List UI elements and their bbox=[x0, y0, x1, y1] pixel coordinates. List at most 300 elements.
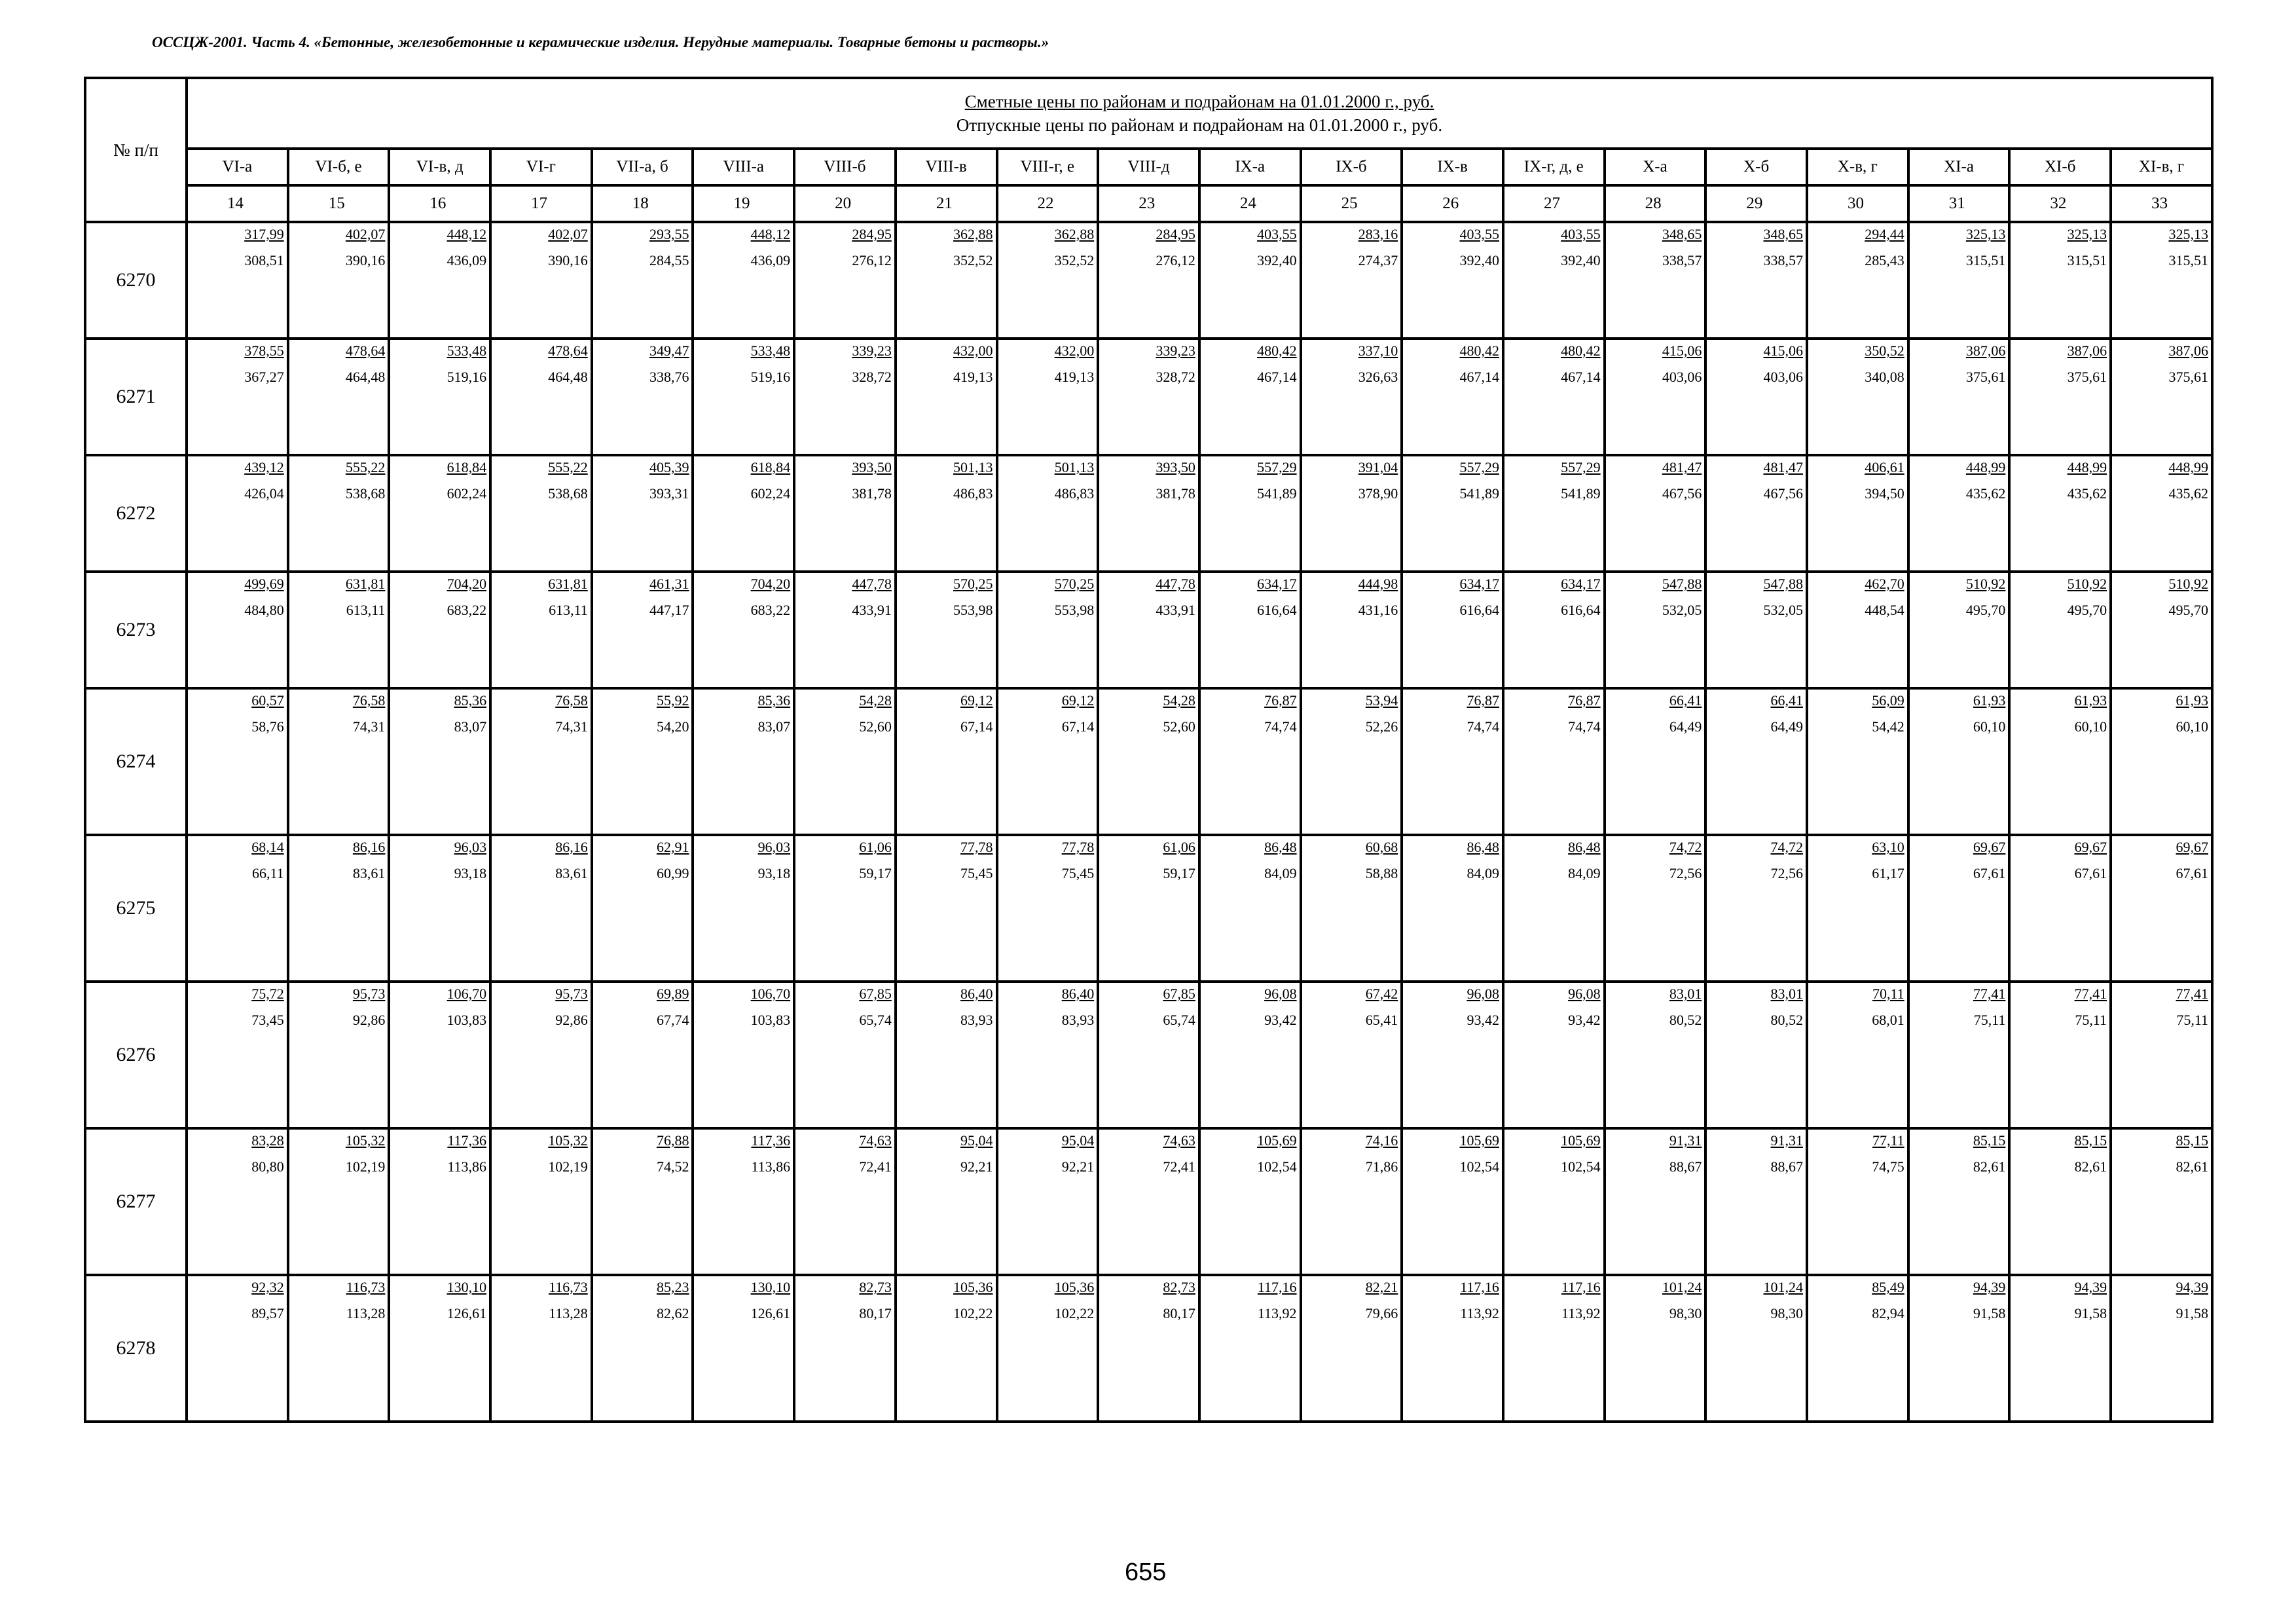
release-price: 103,83 bbox=[750, 1012, 791, 1028]
price-cell bbox=[2009, 1275, 2111, 1422]
release-price: 67,61 bbox=[1973, 865, 2006, 881]
release-price: 352,52 bbox=[1054, 252, 1095, 268]
release-price: 82,94 bbox=[1872, 1305, 1904, 1321]
price-cell bbox=[693, 688, 794, 835]
estimate-price: 339,23 bbox=[852, 342, 892, 359]
estimate-price: 634,17 bbox=[1459, 576, 1499, 592]
column-number: 20 bbox=[794, 185, 896, 222]
release-price: 80,52 bbox=[1770, 1012, 1803, 1028]
release-price: 519,16 bbox=[446, 369, 487, 385]
release-price: 103,83 bbox=[446, 1012, 487, 1028]
price-cell bbox=[2009, 572, 2111, 688]
estimate-price: 631,81 bbox=[548, 576, 588, 592]
price-cell bbox=[997, 982, 1099, 1128]
price-cell bbox=[1402, 572, 1503, 688]
price-cell bbox=[2009, 835, 2111, 982]
release-price: 484,80 bbox=[244, 602, 284, 618]
price-cell bbox=[794, 1128, 896, 1275]
estimate-price: 83,28 bbox=[251, 1132, 284, 1149]
estimate-price: 69,67 bbox=[1973, 839, 2006, 855]
price-cell bbox=[490, 455, 592, 572]
release-price: 419,13 bbox=[953, 369, 993, 385]
release-price: 74,74 bbox=[1264, 718, 1297, 735]
estimate-price: 403,55 bbox=[1561, 226, 1601, 242]
estimate-price: 415,06 bbox=[1763, 342, 1803, 359]
region-header: IX-г, д, е bbox=[1503, 149, 1605, 185]
release-price: 83,93 bbox=[1061, 1012, 1095, 1028]
price-cell bbox=[1503, 1128, 1605, 1275]
price-cell bbox=[1605, 688, 1706, 835]
estimate-price: 67,85 bbox=[859, 986, 892, 1002]
release-price: 84,09 bbox=[1264, 865, 1297, 881]
release-price: 433,91 bbox=[1156, 602, 1195, 618]
estimate-price: 387,06 bbox=[2067, 342, 2107, 359]
estimate-price: 448,99 bbox=[2067, 459, 2107, 475]
price-cell bbox=[997, 1275, 1099, 1422]
release-price: 113,92 bbox=[1257, 1305, 1297, 1321]
release-price: 276,12 bbox=[1156, 252, 1195, 268]
price-cell bbox=[2111, 1275, 2212, 1422]
estimate-price: 555,22 bbox=[345, 459, 386, 475]
release-price: 274,37 bbox=[1358, 252, 1398, 268]
price-cell bbox=[1605, 455, 1706, 572]
price-cell bbox=[288, 982, 390, 1128]
release-price: 436,09 bbox=[446, 252, 487, 268]
release-price: 82,61 bbox=[2074, 1158, 2107, 1175]
release-price: 467,14 bbox=[1257, 369, 1297, 385]
price-cell bbox=[288, 1275, 390, 1422]
estimate-price: 478,64 bbox=[345, 342, 386, 359]
estimate-price: 106,70 bbox=[446, 986, 487, 1002]
estimate-price: 480,42 bbox=[1257, 342, 1297, 359]
estimate-price: 480,42 bbox=[1459, 342, 1499, 359]
price-cell bbox=[1503, 1275, 1605, 1422]
release-price: 93,42 bbox=[1467, 1012, 1499, 1028]
price-cell bbox=[794, 455, 896, 572]
price-cell bbox=[1098, 688, 1199, 835]
release-price: 67,14 bbox=[960, 718, 993, 735]
estimate-price: 85,15 bbox=[2176, 1132, 2208, 1149]
column-number: 16 bbox=[389, 185, 490, 222]
region-header-row bbox=[85, 149, 2212, 185]
estimate-price: 403,55 bbox=[1459, 226, 1499, 242]
release-price: 54,42 bbox=[1872, 718, 1904, 735]
release-price: 315,51 bbox=[1965, 252, 2006, 268]
release-price: 613,11 bbox=[549, 602, 588, 618]
release-price: 435,62 bbox=[1965, 485, 2006, 502]
price-cell bbox=[1807, 455, 1908, 572]
table-row bbox=[85, 835, 2212, 982]
price-cell bbox=[1908, 455, 2010, 572]
region-header: XI-б bbox=[2009, 149, 2111, 185]
column-number: 29 bbox=[1705, 185, 1807, 222]
region-header: VI-г bbox=[490, 149, 592, 185]
estimate-price: 348,65 bbox=[1662, 226, 1702, 242]
price-cell bbox=[693, 835, 794, 982]
estimate-price: 86,48 bbox=[1568, 839, 1601, 855]
release-price: 284,55 bbox=[649, 252, 689, 268]
release-price: 93,42 bbox=[1568, 1012, 1601, 1028]
price-cell bbox=[490, 1275, 592, 1422]
column-number: 17 bbox=[490, 185, 592, 222]
price-cell bbox=[1705, 222, 1807, 339]
row-number: 6276 bbox=[85, 982, 187, 1128]
estimate-price: 105,69 bbox=[1459, 1132, 1499, 1149]
price-cell bbox=[2111, 455, 2212, 572]
estimate-price: 86,48 bbox=[1467, 839, 1499, 855]
estimate-price: 444,98 bbox=[1358, 576, 1398, 592]
release-price: 315,51 bbox=[2067, 252, 2107, 268]
price-cell bbox=[288, 572, 390, 688]
price-cell bbox=[1098, 982, 1199, 1128]
estimate-price: 76,87 bbox=[1264, 692, 1297, 709]
estimate-price: 325,13 bbox=[2168, 226, 2208, 242]
price-cell bbox=[1503, 835, 1605, 982]
estimate-price: 570,25 bbox=[953, 576, 993, 592]
estimate-price: 432,00 bbox=[1054, 342, 1095, 359]
price-cell bbox=[389, 455, 490, 572]
price-cell bbox=[1605, 835, 1706, 982]
estimate-price: 61,06 bbox=[859, 839, 892, 855]
release-price: 83,07 bbox=[757, 718, 791, 735]
estimate-price: 387,06 bbox=[2168, 342, 2208, 359]
release-price: 338,57 bbox=[1662, 252, 1702, 268]
price-cell bbox=[1908, 688, 2010, 835]
price-cell bbox=[187, 572, 288, 688]
estimate-price: 547,88 bbox=[1763, 576, 1803, 592]
release-price: 102,19 bbox=[345, 1158, 386, 1175]
price-cell bbox=[1199, 455, 1301, 572]
price-cell bbox=[1908, 339, 2010, 455]
price-cell bbox=[1807, 982, 1908, 1128]
price-cell bbox=[997, 688, 1099, 835]
release-price: 102,22 bbox=[953, 1305, 993, 1321]
release-price: 75,11 bbox=[2176, 1012, 2208, 1028]
price-cell bbox=[1098, 339, 1199, 455]
column-number: 19 bbox=[693, 185, 794, 222]
release-price: 64,49 bbox=[1669, 718, 1702, 735]
price-cell bbox=[794, 688, 896, 835]
estimate-price: 96,03 bbox=[757, 839, 791, 855]
release-price: 92,86 bbox=[352, 1012, 386, 1028]
release-price: 328,72 bbox=[852, 369, 892, 385]
estimate-price: 69,12 bbox=[960, 692, 993, 709]
release-price: 338,57 bbox=[1763, 252, 1803, 268]
release-price: 495,70 bbox=[2168, 602, 2208, 618]
release-price: 84,09 bbox=[1467, 865, 1499, 881]
estimate-price: 391,04 bbox=[1358, 459, 1398, 475]
price-cell bbox=[1908, 572, 2010, 688]
release-price: 467,56 bbox=[1662, 485, 1702, 502]
release-price: 83,61 bbox=[352, 865, 386, 881]
estimate-price: 69,67 bbox=[2176, 839, 2208, 855]
column-number: 27 bbox=[1503, 185, 1605, 222]
release-price: 616,64 bbox=[1459, 602, 1499, 618]
price-cell bbox=[1705, 982, 1807, 1128]
estimate-price: 101,24 bbox=[1763, 1279, 1803, 1295]
estimate-price: 348,65 bbox=[1763, 226, 1803, 242]
estimate-price: 74,63 bbox=[1163, 1132, 1195, 1149]
price-cell bbox=[2009, 982, 2111, 1128]
table-row bbox=[85, 455, 2212, 572]
estimate-price: 86,16 bbox=[555, 839, 588, 855]
estimate-price: 403,55 bbox=[1257, 226, 1297, 242]
price-cell bbox=[1199, 835, 1301, 982]
estimate-price: 294,44 bbox=[1865, 226, 1904, 242]
price-cell bbox=[592, 688, 693, 835]
price-cell bbox=[1098, 455, 1199, 572]
price-cell bbox=[2111, 688, 2212, 835]
release-price: 541,89 bbox=[1257, 485, 1297, 502]
estimate-price: 96,08 bbox=[1568, 986, 1601, 1002]
release-price: 60,10 bbox=[1973, 718, 2006, 735]
column-number: 23 bbox=[1098, 185, 1199, 222]
release-price: 464,48 bbox=[548, 369, 588, 385]
release-price: 74,74 bbox=[1568, 718, 1601, 735]
estimate-price: 481,47 bbox=[1662, 459, 1702, 475]
estimate-price: 117,16 bbox=[1460, 1279, 1499, 1295]
price-cell bbox=[896, 572, 997, 688]
release-price: 84,09 bbox=[1568, 865, 1601, 881]
price-cell bbox=[693, 455, 794, 572]
price-cell bbox=[1301, 982, 1402, 1128]
price-cell bbox=[1807, 1128, 1908, 1275]
estimate-price: 339,23 bbox=[1156, 342, 1195, 359]
release-price: 75,11 bbox=[1973, 1012, 2006, 1028]
estimate-price: 105,36 bbox=[1054, 1279, 1095, 1295]
release-price: 60,99 bbox=[656, 865, 689, 881]
release-price: 98,30 bbox=[1770, 1305, 1803, 1321]
price-cell bbox=[389, 222, 490, 339]
price-cell bbox=[896, 835, 997, 982]
release-price: 93,42 bbox=[1264, 1012, 1297, 1028]
estimate-price: 83,01 bbox=[1770, 986, 1803, 1002]
release-price: 467,14 bbox=[1459, 369, 1499, 385]
estimate-price: 283,16 bbox=[1358, 226, 1398, 242]
estimate-price: 76,87 bbox=[1568, 692, 1601, 709]
estimate-price: 704,20 bbox=[446, 576, 487, 592]
release-price: 54,20 bbox=[656, 718, 689, 735]
price-cell bbox=[288, 835, 390, 982]
estimate-price: 83,01 bbox=[1669, 986, 1702, 1002]
release-price: 60,10 bbox=[2074, 718, 2107, 735]
release-price: 83,07 bbox=[454, 718, 487, 735]
estimate-price: 77,41 bbox=[2176, 986, 2208, 1002]
price-cell bbox=[490, 835, 592, 982]
estimate-price: 91,31 bbox=[1770, 1132, 1803, 1149]
column-number: 33 bbox=[2111, 185, 2212, 222]
estimate-price: 96,03 bbox=[454, 839, 487, 855]
estimate-price: 68,14 bbox=[251, 839, 284, 855]
price-cell bbox=[187, 1128, 288, 1275]
estimate-price: 67,85 bbox=[1163, 986, 1195, 1002]
release-price: 486,83 bbox=[1054, 485, 1095, 502]
estimate-price: 570,25 bbox=[1054, 576, 1095, 592]
estimate-price: 284,95 bbox=[852, 226, 892, 242]
release-price: 72,56 bbox=[1770, 865, 1803, 881]
release-price: 426,04 bbox=[244, 485, 284, 502]
release-price: 308,51 bbox=[244, 252, 284, 268]
estimate-price: 95,73 bbox=[352, 986, 386, 1002]
row-number: 6277 bbox=[85, 1128, 187, 1275]
price-cell bbox=[1503, 572, 1605, 688]
release-price: 495,70 bbox=[2067, 602, 2107, 618]
price-cell bbox=[592, 455, 693, 572]
estimate-price: 362,88 bbox=[1054, 226, 1095, 242]
price-cell bbox=[693, 339, 794, 455]
price-cell bbox=[2009, 1128, 2111, 1275]
estimate-price: 85,36 bbox=[454, 692, 487, 709]
release-price: 58,88 bbox=[1365, 865, 1398, 881]
price-cell bbox=[1605, 1275, 1706, 1422]
release-price: 683,22 bbox=[446, 602, 487, 618]
region-header: IX-а bbox=[1199, 149, 1301, 185]
price-cell bbox=[1705, 1275, 1807, 1422]
price-cell bbox=[1301, 222, 1402, 339]
release-price: 98,30 bbox=[1669, 1305, 1702, 1321]
price-cell bbox=[389, 1128, 490, 1275]
estimate-price: 85,49 bbox=[1872, 1279, 1904, 1295]
estimate-price: 481,47 bbox=[1763, 459, 1803, 475]
release-price: 381,78 bbox=[852, 485, 892, 502]
row-number-header: № п/п bbox=[85, 78, 187, 222]
price-cell bbox=[997, 222, 1099, 339]
price-cell bbox=[2111, 835, 2212, 982]
release-price: 126,61 bbox=[446, 1305, 487, 1321]
estimate-price: 69,89 bbox=[656, 986, 689, 1002]
release-price: 92,21 bbox=[960, 1158, 993, 1175]
release-price: 113,86 bbox=[447, 1158, 487, 1175]
release-price: 403,06 bbox=[1662, 369, 1702, 385]
price-cell bbox=[187, 982, 288, 1128]
estimate-price: 61,93 bbox=[1973, 692, 2006, 709]
estimate-price: 432,00 bbox=[953, 342, 993, 359]
price-cell bbox=[389, 688, 490, 835]
release-price: 67,74 bbox=[656, 1012, 689, 1028]
estimate-price: 448,99 bbox=[1965, 459, 2006, 475]
release-price: 553,98 bbox=[1054, 602, 1095, 618]
estimate-price: 74,63 bbox=[859, 1132, 892, 1149]
release-price: 75,45 bbox=[960, 865, 993, 881]
estimate-price: 510,92 bbox=[1965, 576, 2006, 592]
price-cell bbox=[187, 455, 288, 572]
price-cell bbox=[1503, 339, 1605, 455]
estimate-price: 101,24 bbox=[1662, 1279, 1702, 1295]
price-cell bbox=[1199, 982, 1301, 1128]
release-price: 683,22 bbox=[750, 602, 791, 618]
estimate-price: 105,36 bbox=[953, 1279, 993, 1295]
release-price: 92,21 bbox=[1061, 1158, 1095, 1175]
estimate-price: 349,47 bbox=[649, 342, 689, 359]
estimate-price: 74,72 bbox=[1669, 839, 1702, 855]
estimate-price: 82,73 bbox=[859, 1279, 892, 1295]
release-price: 532,05 bbox=[1662, 602, 1702, 618]
column-number: 28 bbox=[1605, 185, 1706, 222]
estimate-price: 74,72 bbox=[1770, 839, 1803, 855]
estimate-price: 85,15 bbox=[1973, 1132, 2006, 1149]
estimate-price: 105,69 bbox=[1257, 1132, 1297, 1149]
price-cell bbox=[592, 835, 693, 982]
price-cell bbox=[1908, 835, 2010, 982]
estimate-price: 66,41 bbox=[1770, 692, 1803, 709]
price-cell bbox=[1605, 222, 1706, 339]
release-price: 435,62 bbox=[2168, 485, 2208, 502]
price-cell bbox=[187, 688, 288, 835]
estimate-price: 362,88 bbox=[953, 226, 993, 242]
price-cell bbox=[2111, 1128, 2212, 1275]
estimate-price: 86,40 bbox=[960, 986, 993, 1002]
release-price: 464,48 bbox=[345, 369, 386, 385]
price-cell bbox=[1908, 222, 2010, 339]
estimate-price: 117,16 bbox=[1257, 1279, 1297, 1295]
estimate-price: 105,32 bbox=[548, 1132, 588, 1149]
release-price: 541,89 bbox=[1459, 485, 1499, 502]
estimate-price: 461,31 bbox=[649, 576, 689, 592]
column-number: 25 bbox=[1301, 185, 1402, 222]
price-cell bbox=[592, 222, 693, 339]
release-price: 65,41 bbox=[1365, 1012, 1398, 1028]
price-cell bbox=[490, 339, 592, 455]
release-price: 602,24 bbox=[750, 485, 791, 502]
release-price: 80,17 bbox=[859, 1305, 892, 1321]
estimate-price: 634,17 bbox=[1257, 576, 1297, 592]
release-price: 616,64 bbox=[1257, 602, 1297, 618]
price-cell bbox=[2009, 339, 2111, 455]
price-cell bbox=[389, 1275, 490, 1422]
release-price: 75,11 bbox=[2075, 1012, 2107, 1028]
estimate-price: 350,52 bbox=[1865, 342, 1904, 359]
price-cell bbox=[1705, 1128, 1807, 1275]
column-number: 21 bbox=[896, 185, 997, 222]
estimate-price: 393,50 bbox=[852, 459, 892, 475]
estimate-price: 105,69 bbox=[1561, 1132, 1601, 1149]
release-price: 102,54 bbox=[1561, 1158, 1601, 1175]
estimate-price: 70,11 bbox=[1872, 986, 1904, 1002]
price-cell bbox=[1605, 339, 1706, 455]
estimate-price: 402,07 bbox=[345, 226, 386, 242]
price-cell bbox=[794, 222, 896, 339]
table-row bbox=[85, 1275, 2212, 1422]
price-cell bbox=[1199, 339, 1301, 455]
release-price: 553,98 bbox=[953, 602, 993, 618]
price-cell bbox=[389, 835, 490, 982]
release-price: 72,56 bbox=[1669, 865, 1702, 881]
estimate-price: 480,42 bbox=[1561, 342, 1601, 359]
release-price: 67,61 bbox=[2176, 865, 2208, 881]
release-price: 532,05 bbox=[1763, 602, 1803, 618]
caption-release-prices: Отпускные цены по районам и подрайонам на 01.01.2000 г., руб. bbox=[956, 115, 1443, 135]
region-header: VI-а bbox=[187, 149, 288, 185]
price-cell bbox=[1503, 455, 1605, 572]
price-cell bbox=[288, 455, 390, 572]
estimate-price: 77,41 bbox=[1973, 986, 2006, 1002]
release-price: 375,61 bbox=[1965, 369, 2006, 385]
estimate-price: 325,13 bbox=[1965, 226, 2006, 242]
price-cell bbox=[1199, 1275, 1301, 1422]
release-price: 83,61 bbox=[555, 865, 588, 881]
price-cell bbox=[389, 339, 490, 455]
price-cell bbox=[1807, 835, 1908, 982]
estimate-price: 94,39 bbox=[1973, 1279, 2006, 1295]
estimate-price: 402,07 bbox=[548, 226, 588, 242]
price-cell bbox=[187, 835, 288, 982]
region-header: VIII-д bbox=[1098, 149, 1199, 185]
price-cell bbox=[490, 572, 592, 688]
price-cell bbox=[896, 455, 997, 572]
price-cell bbox=[1098, 1128, 1199, 1275]
release-price: 52,60 bbox=[859, 718, 892, 735]
price-cell bbox=[2111, 222, 2212, 339]
